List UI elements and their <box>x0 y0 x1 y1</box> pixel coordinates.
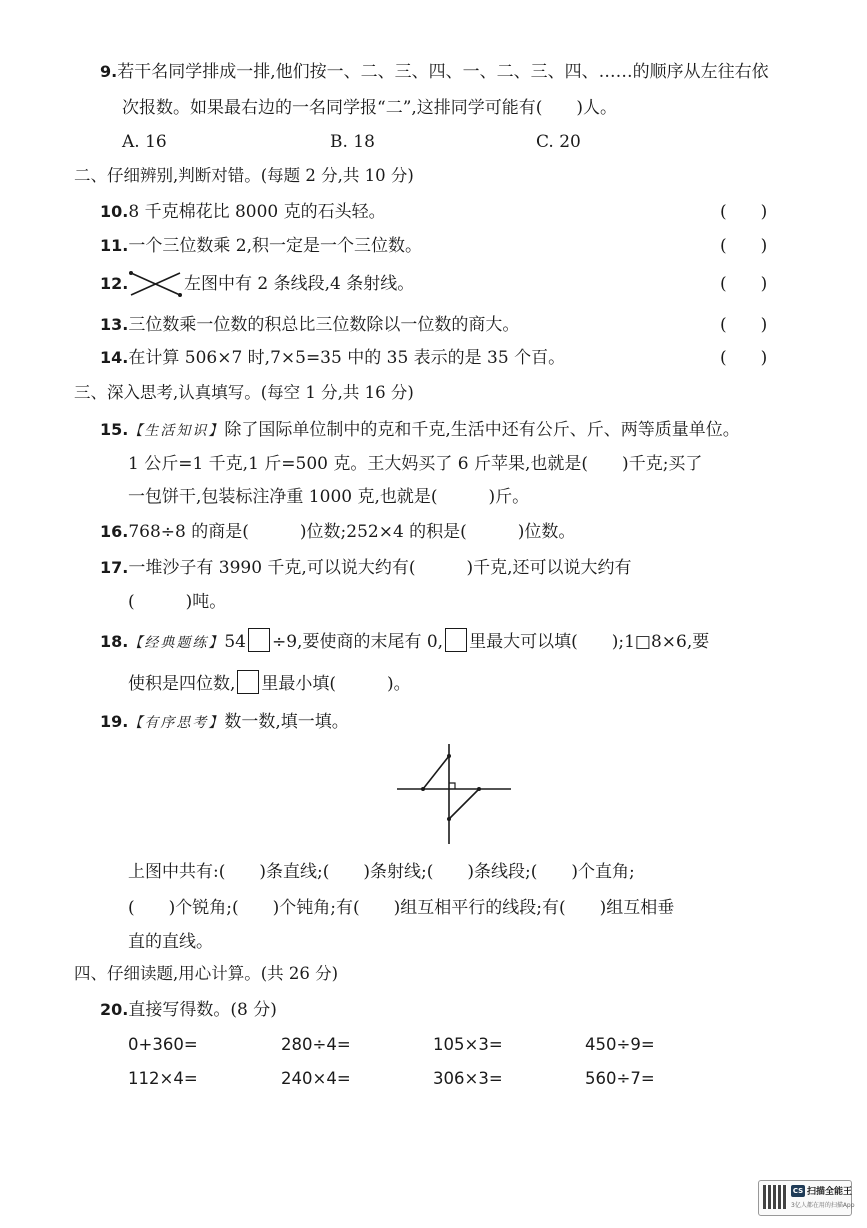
q17-number: 17. <box>100 558 129 577</box>
q12-cross-lines-figure <box>128 268 186 300</box>
q15-line2: 1 公斤=1 千克,1 斤=500 克。王大妈买了 6 斤苹果,也就是( )千克;买了 <box>128 454 703 474</box>
q19-geometry-figure <box>395 742 515 848</box>
q12-text: 左图中有 2 条线段,4 条射线。 <box>184 274 415 294</box>
q19-answer-line2: ( )个锐角;( )个钝角;有( )组互相平行的线段;有( )组互相垂 <box>128 898 675 918</box>
q9-line1 <box>100 60 769 84</box>
q18-text-c: 里最大可以填( );1□8×6,要 <box>469 632 710 652</box>
calc-item: 450÷9= <box>585 1035 655 1054</box>
q9-option-b: B. 18 <box>330 132 375 152</box>
q18-text-e: 里最小填( )。 <box>261 674 411 694</box>
q18-digit-box-1[interactable] <box>248 628 270 652</box>
q15-tag: 【生活知识】 <box>128 423 225 439</box>
calc-item: 280÷4= <box>281 1035 351 1054</box>
q13-answer-blank[interactable]: ( ) <box>720 315 768 335</box>
q17-line1 <box>100 556 632 580</box>
q18-text-d: 使积是四位数, <box>128 674 236 694</box>
q16-number: 16. <box>100 522 129 541</box>
q9-text1: 若干名同学排成一排,他们按一、二、三、四、一、二、三、四、……的顺序从左往右依 <box>117 62 769 82</box>
section3-title: 三、深入思考,认真填写。(每空 1 分,共 16 分) <box>74 383 414 402</box>
q19-number: 19. <box>100 712 129 731</box>
section4-title: 四、仔细读题,用心计算。(共 26 分) <box>74 964 339 983</box>
qr-code-icon <box>763 1185 787 1209</box>
q19-answer-line3: 直的直线。 <box>128 932 213 952</box>
q10-text: 8 千克棉花比 8000 克的石头轻。 <box>128 202 386 222</box>
q13-text: 三位数乘一位数的积总比三位数除以一位数的商大。 <box>128 315 520 335</box>
q19-text: 数一数,填一填。 <box>224 712 349 732</box>
q11-answer-blank[interactable]: ( ) <box>720 236 768 256</box>
q15-number: 15. <box>100 420 129 439</box>
q10-answer-blank[interactable]: ( ) <box>720 202 768 222</box>
q12-answer-blank[interactable]: ( ) <box>720 274 768 294</box>
q18-number: 18. <box>100 632 129 651</box>
q19-line1 <box>100 710 349 735</box>
q19-answer-line1: 上图中共有:( )条直线;( )条射线;( )条线段;( )个直角; <box>128 862 635 882</box>
q14 <box>100 346 565 370</box>
q12-number: 12. <box>100 274 129 293</box>
q20-number: 20. <box>100 1000 129 1019</box>
camscanner-logo-icon: CS <box>792 1187 804 1195</box>
section2-title: 二、仔细辨别,判断对错。(每题 2 分,共 10 分) <box>74 166 414 185</box>
q13 <box>100 313 519 337</box>
q12 <box>100 272 128 296</box>
q18-tag: 【经典题练】 <box>128 635 225 651</box>
scanner-watermark <box>758 1180 855 1216</box>
q20-text: 直接写得数。(8 分) <box>128 1000 277 1020</box>
q14-answer-blank[interactable]: ( ) <box>720 348 768 368</box>
calc-item: 112×4= <box>128 1069 198 1088</box>
q17-text1: 一堆沙子有 3990 千克,可以说大约有( )千克,还可以说大约有 <box>128 558 632 578</box>
q11-text: 一个三位数乘 2,积一定是一个三位数。 <box>128 236 422 256</box>
q18-text-b: ÷9,要使商的末尾有 0, <box>271 632 444 652</box>
q18-text-a: 54 <box>224 632 246 652</box>
q15-text1: 除了国际单位制中的克和千克,生活中还有公斤、斤、两等质量单位。 <box>224 420 740 440</box>
q18-digit-box-3[interactable] <box>237 670 259 694</box>
q14-number: 14. <box>100 348 129 367</box>
q16 <box>100 520 575 544</box>
calc-item: 0+360= <box>128 1035 198 1054</box>
watermark-title: 扫描全能王 <box>807 1187 853 1197</box>
calc-item: 240×4= <box>281 1069 351 1088</box>
watermark-subtitle: 3亿人都在用的扫描App <box>791 1202 855 1209</box>
q9-option-a: A. 16 <box>122 132 167 152</box>
q9-number: 9. <box>100 62 118 81</box>
q16-text: 768÷8 的商是( )位数;252×4 的积是( )位数。 <box>128 522 576 542</box>
calc-item: 105×3= <box>433 1035 503 1054</box>
q13-number: 13. <box>100 315 129 334</box>
q18-digit-box-2[interactable] <box>445 628 467 652</box>
q18-line2 <box>128 670 411 696</box>
q14-text: 在计算 506×7 时,7×5=35 中的 35 表示的是 35 个百。 <box>128 348 566 368</box>
q10 <box>100 200 386 224</box>
q20 <box>100 998 277 1022</box>
q10-number: 10. <box>100 202 129 221</box>
q11 <box>100 234 422 258</box>
q11-number: 11. <box>100 236 129 255</box>
q15-line3: 一包饼干,包装标注净重 1000 克,也就是( )斤。 <box>128 487 530 507</box>
calc-item: 306×3= <box>433 1069 503 1088</box>
q17-line2: ( )吨。 <box>128 592 227 612</box>
q19-tag: 【有序思考】 <box>128 715 225 731</box>
q18-line1 <box>100 628 709 655</box>
q15-line1 <box>100 418 740 443</box>
q9-line2: 次报数。如果最右边的一名同学报“二”,这排同学可能有( )人。 <box>122 98 618 118</box>
q9-option-c: C. 20 <box>536 132 581 152</box>
calc-item: 560÷7= <box>585 1069 655 1088</box>
